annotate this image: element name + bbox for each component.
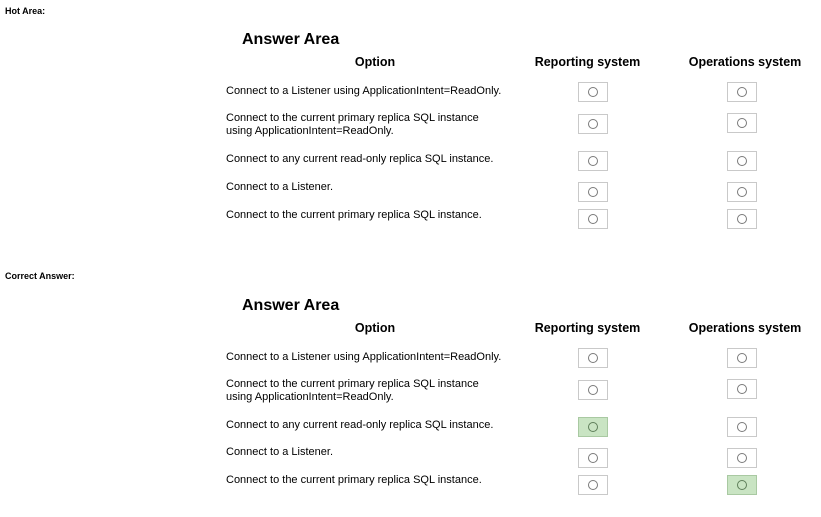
operations-radio[interactable]: [727, 151, 757, 171]
radio-circle-icon: [737, 384, 747, 394]
reporting-radio[interactable]: [578, 380, 608, 400]
radio-circle-icon: [588, 422, 598, 432]
radio-circle-icon: [737, 87, 747, 97]
operations-system-header: Operations system: [688, 55, 802, 69]
option-text: Connect to the current primary replica SQL instance using ApplicationIntent=ReadOnly.: [226, 378, 479, 403]
operations-radio[interactable]: [727, 417, 757, 437]
reporting-radio[interactable]: [578, 82, 608, 102]
reporting-radio[interactable]: [578, 475, 608, 495]
option-text: Connect to any current read-only replica SQL instance.: [226, 153, 494, 165]
radio-circle-icon: [588, 214, 598, 224]
radio-circle-icon: [737, 118, 747, 128]
radio-circle-icon: [588, 385, 598, 395]
radio-circle-icon: [588, 187, 598, 197]
option-header: Option: [354, 55, 396, 69]
radio-circle-icon: [588, 480, 598, 490]
option-text: Connect to a Listener.: [226, 446, 334, 458]
hot-area-title: Answer Area: [242, 31, 340, 48]
reporting-radio[interactable]: [578, 114, 608, 134]
option-text: Connect to the current primary replica SQL instance.: [226, 474, 482, 486]
radio-circle-icon: [737, 187, 747, 197]
option-text: Connect to the current primary replica SQL instance using ApplicationIntent=ReadOnly.: [226, 112, 479, 137]
correct-answer-title: Answer Area: [242, 297, 340, 314]
option-text: Connect to a Listener using ApplicationIntent=ReadOnly.: [226, 351, 502, 363]
radio-circle-icon: [737, 480, 747, 490]
operations-radio[interactable]: [727, 348, 757, 368]
reporting-radio[interactable]: [578, 151, 608, 171]
option-text: Connect to a Listener.: [226, 181, 334, 193]
radio-circle-icon: [588, 156, 598, 166]
operations-radio[interactable]: [727, 182, 757, 202]
option-text: Connect to a Listener using ApplicationIntent=ReadOnly.: [226, 85, 502, 97]
reporting-radio[interactable]: [578, 348, 608, 368]
operations-radio[interactable]: [727, 113, 757, 133]
correct-answer-label: Correct Answer:: [5, 271, 75, 281]
radio-circle-icon: [737, 156, 747, 166]
radio-circle-icon: [588, 353, 598, 363]
operations-radio[interactable]: [727, 448, 757, 468]
reporting-radio[interactable]: [578, 182, 608, 202]
reporting-radio[interactable]: [578, 417, 608, 437]
radio-circle-icon: [737, 214, 747, 224]
operations-system-header: Operations system: [688, 321, 802, 335]
radio-circle-icon: [588, 119, 598, 129]
radio-circle-icon: [737, 353, 747, 363]
operations-radio[interactable]: [727, 475, 757, 495]
operations-radio[interactable]: [727, 209, 757, 229]
radio-circle-icon: [737, 453, 747, 463]
radio-circle-icon: [737, 422, 747, 432]
reporting-radio[interactable]: [578, 448, 608, 468]
operations-radio[interactable]: [727, 82, 757, 102]
hot-area-label: Hot Area:: [5, 6, 46, 16]
reporting-system-header: Reporting system: [534, 321, 641, 335]
operations-radio[interactable]: [727, 379, 757, 399]
reporting-radio[interactable]: [578, 209, 608, 229]
reporting-system-header: Reporting system: [534, 55, 641, 69]
option-header: Option: [354, 321, 396, 335]
option-text: Connect to any current read-only replica SQL instance.: [226, 419, 494, 431]
radio-circle-icon: [588, 87, 598, 97]
option-text: Connect to the current primary replica SQL instance.: [226, 209, 482, 221]
radio-circle-icon: [588, 453, 598, 463]
